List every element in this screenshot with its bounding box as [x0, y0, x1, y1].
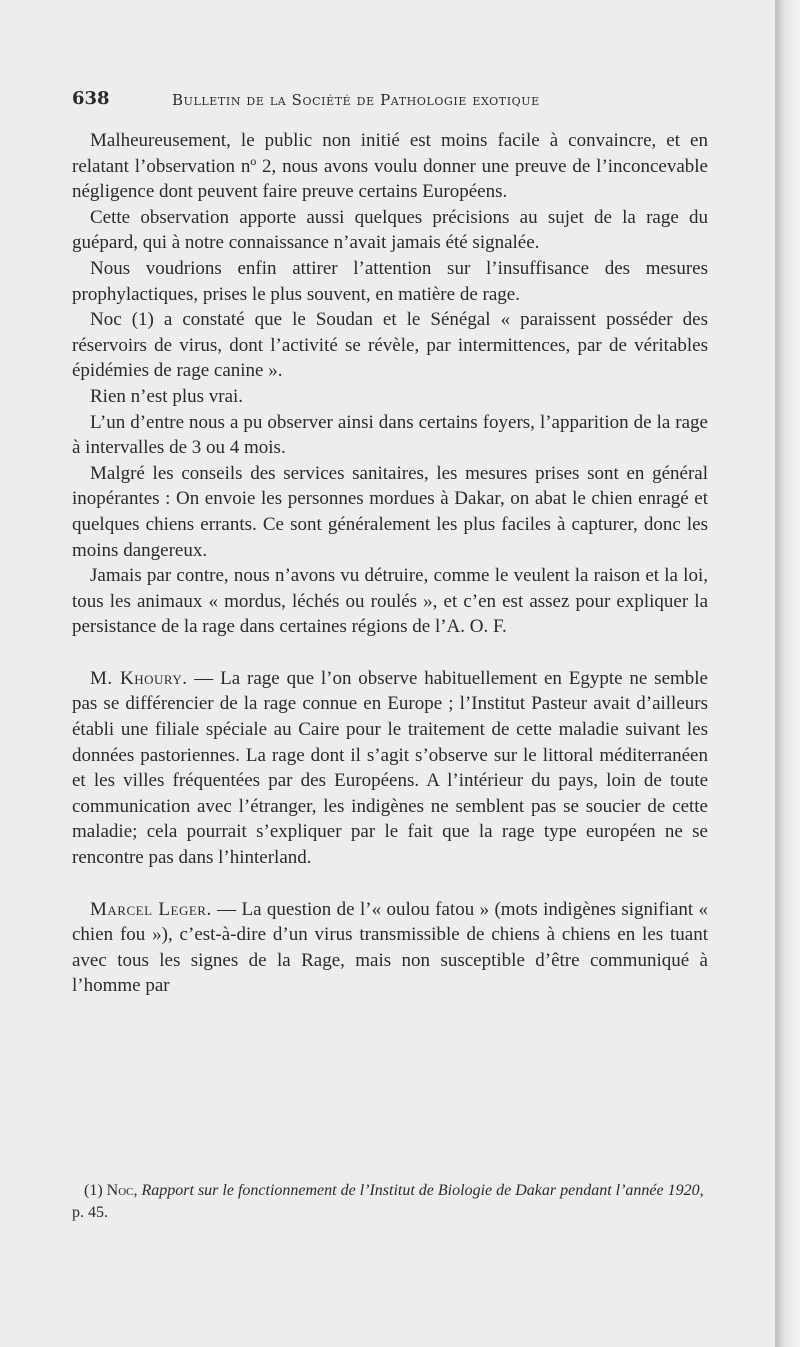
speaker-name: Marcel Leger.	[90, 898, 212, 920]
speaker-name: M. Khoury.	[90, 667, 188, 689]
footnote	[72, 1180, 708, 1224]
running-title: Bulletin de la Société de Pathologie exotique	[172, 91, 540, 109]
paragraph: Cette observation apporte aussi quelques précisions au sujet de la rage du guépard, qui à notre connaissance n’avait jamais été signalée.	[72, 206, 708, 254]
page-edge	[775, 0, 800, 1347]
speaker-text: — La rage que l’on observe habituellement en Egypte ne semble pas se différencier de la rage connue en Europe ; l’Institut Pasteur avait d’ailleurs établi une filiale spéciale au Caire pour le traitement de cette maladie suivant les données pastoriennes. La rage dont il s’agit s’observe sur le littoral méditerranéen et les villes fréquentées par des Européens. A l’intérieur du pays, loin de toute communication avec l’étranger, les indigènes ne semblent pas se soucier de cette maladie; cela pourrait s’expliquer par le fait que la rage type européen ne se rencontre pas dans l’hinterland.	[72, 667, 708, 869]
paragraph: Nous voudrions enfin attirer l’attention sur l’insuffisance des mesures prophylactiques, prises le plus souvent, en matière de rage.	[72, 257, 708, 305]
section-gap	[72, 640, 708, 666]
paragraph: Malgré les conseils des services sanitaires, les mesures prises sont en général inopérantes : On envoie les personnes mordues à Dakar, on abat le chien enragé et quelques chiens errants. Ce sont généralement les plus faciles à capturer, donc les moins dangereux.	[72, 462, 708, 561]
body-text	[72, 128, 708, 999]
paragraph: Jamais par contre, nous n’avons vu détruire, comme le veulent la raison et la loi, tous les animaux « mordus, léchés ou roulés », et c’en est assez pour expliquer la persistance de la rage dans certaines régions de l’A. O. F.	[72, 565, 708, 638]
footnote-page: p. 45.	[72, 1204, 108, 1221]
section-gap	[72, 871, 708, 897]
footnote-marker: (1)	[84, 1182, 103, 1199]
paragraph: Noc (1) a constaté que le Soudan et le Sénégal « paraissent posséder des réservoirs de virus, dont l’activité se révèle, par intermittences, par de véritables épidémies de rage canine ».	[72, 309, 708, 382]
paragraph: L’un d’entre nous a pu observer ainsi dans certains foyers, l’apparition de la rage à intervalles de 3 ou 4 mois.	[72, 411, 708, 459]
paragraph: Rien n’est plus vrai.	[90, 385, 244, 407]
page-header	[72, 88, 722, 118]
page-number: 638	[72, 88, 110, 109]
leger-paragraph	[72, 897, 708, 999]
footnote-title: Rapport sur le fonctionnement de l’Institut de Biologie de Dakar pendant l’année 1920,	[141, 1182, 704, 1199]
paragraph: Malheureusement, le public non initié est moins facile à convaincre, et en relatant l’observation nº 2, nous avons voulu donner une preuve de l’inconcevable négligence dont peuvent faire preuve certains Européens.	[72, 130, 708, 203]
speaker-text: — La question de l’« oulou fatou » (mots indigènes signifiant « chien fou »), c’est-à-dire d’un virus transmissible de chiens à chiens en les tuant avec tous les signes de la Rage, mais non susceptible d’être communiqué à l’homme par	[72, 898, 708, 997]
footnote-author: Noc,	[106, 1182, 138, 1199]
khoury-paragraph	[72, 666, 708, 871]
